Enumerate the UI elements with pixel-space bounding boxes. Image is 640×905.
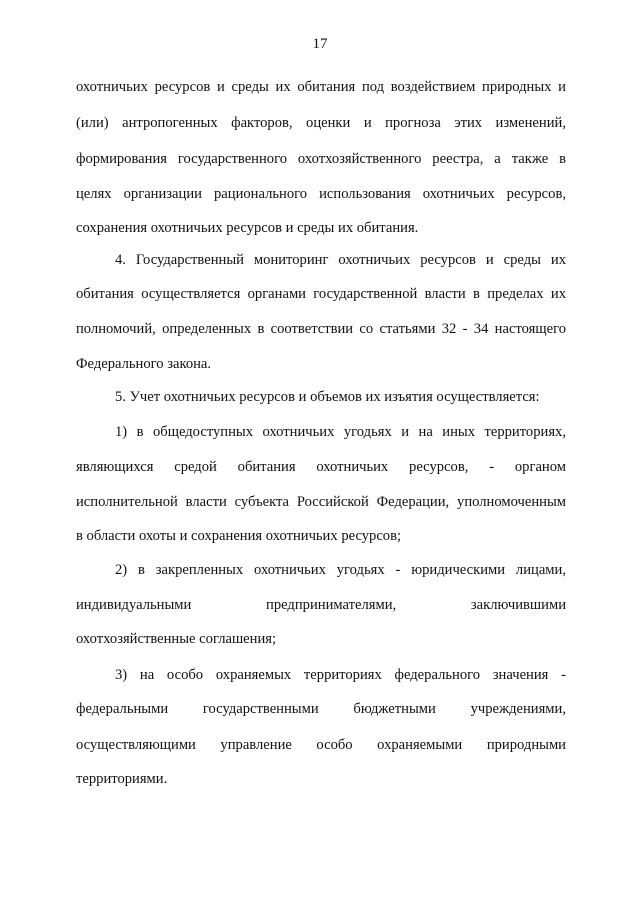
text-line: территориями. bbox=[76, 771, 168, 787]
text-line: 5. Учет охотничьих ресурсов и объемов их изъятия осуществляется: bbox=[115, 389, 540, 405]
text-line: федеральными государственными бюджетными учреждениями, bbox=[76, 701, 566, 717]
text-line: в области охоты и сохранения охотничьих ресурсов; bbox=[76, 528, 402, 544]
text-line: 2) в закрепленных охотничьих угодьях - юридическими лицами, bbox=[115, 562, 566, 578]
page-number: 17 bbox=[312, 36, 328, 52]
text-line: полномочий, определенных в соответствии со статьями 32 - 34 настоящего bbox=[76, 321, 566, 337]
text-line: охотхозяйственные соглашения; bbox=[76, 631, 277, 647]
text-line: обитания осуществляется органами государственной власти в пределах их bbox=[76, 286, 566, 302]
text-line: индивидуальными предпринимателями, заключившими bbox=[76, 597, 566, 613]
text-line: осуществляющими управление особо охраняемыми природными bbox=[76, 737, 566, 753]
text-line: целях организации рационального использования охотничьих ресурсов, bbox=[76, 186, 566, 202]
text-line: Федерального закона. bbox=[76, 356, 212, 372]
text-line: являющихся средой обитания охотничьих ресурсов, - органом bbox=[76, 459, 566, 475]
text-line: исполнительной власти субъекта Российской Федерации, уполномоченным bbox=[76, 494, 566, 510]
text-line: сохранения охотничьих ресурсов и среды их обитания. bbox=[76, 220, 419, 236]
text-line: 1) в общедоступных охотничьих угодьях и на иных территориях, bbox=[115, 424, 566, 440]
text-line: охотничьих ресурсов и среды их обитания под воздействием природных и bbox=[76, 79, 566, 95]
text-line: (или) антропогенных факторов, оценки и прогноза этих изменений, bbox=[76, 115, 566, 131]
text-line: формирования государственного охотхозяйственного реестра, а также в bbox=[76, 151, 566, 167]
text-line: 4. Государственный мониторинг охотничьих ресурсов и среды их bbox=[115, 252, 566, 268]
text-line: 3) на особо охраняемых территориях федерального значения - bbox=[115, 667, 566, 683]
